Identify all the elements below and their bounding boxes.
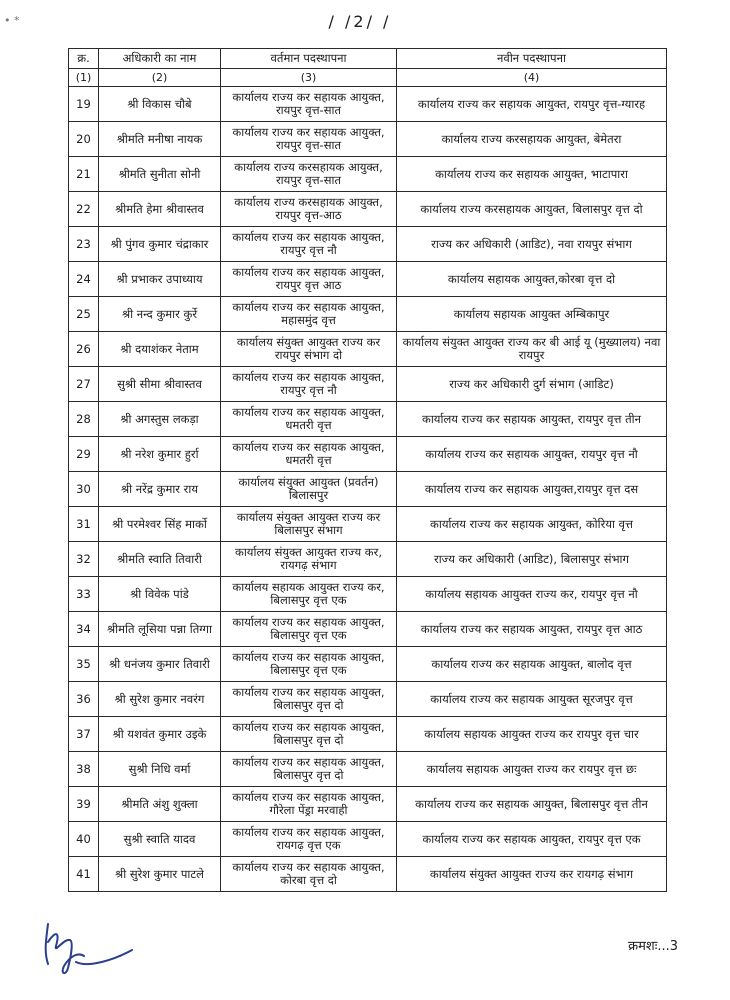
header-new-posting: नवीन पदस्थापना bbox=[397, 49, 667, 69]
table-row bbox=[69, 472, 667, 507]
serial-number-cell: 38 bbox=[69, 752, 99, 787]
officer-name-cell: सुश्री सीमा श्रीवास्तव bbox=[99, 367, 221, 402]
new-posting-cell: कार्यालय राज्य कर सहायक आयुक्त,रायपुर वृत्त दस bbox=[397, 472, 667, 507]
serial-number-cell: 34 bbox=[69, 612, 99, 647]
table-row bbox=[69, 297, 667, 332]
current-posting-cell: कार्यालय राज्य कर सहायक आयुक्त, महासमुंद वृत्त bbox=[221, 297, 397, 332]
current-posting-cell: कार्यालय राज्य कर सहायक आयुक्त, बिलासपुर वृत्त एक bbox=[221, 612, 397, 647]
new-posting-cell: कार्यालय राज्य कर सहायक आयुक्त, रायपुर वृत्त-ग्यारह bbox=[397, 87, 667, 122]
table-row bbox=[69, 437, 667, 472]
current-posting-cell: कार्यालय संयुक्त आयुक्त राज्य कर बिलासपुर संभाग bbox=[221, 507, 397, 542]
new-posting-cell: कार्यालय राज्य करसहायक आयुक्त, बिलासपुर वृत्त दो bbox=[397, 192, 667, 227]
new-posting-cell: कार्यालय राज्य कर सहायक आयुक्त, रायपुर वृत्त तीन bbox=[397, 402, 667, 437]
current-posting-cell: कार्यालय राज्य कर सहायक आयुक्त, कोरबा वृत्त दो bbox=[221, 857, 397, 892]
current-posting-cell: कार्यालय राज्य कर सहायक आयुक्त, बिलासपुर वृत्त एक bbox=[221, 647, 397, 682]
officer-name-cell: श्री सुरेश कुमार पाटले bbox=[99, 857, 221, 892]
new-posting-cell: कार्यालय सहायक आयुक्त राज्य कर, रायपुर वृत्त नौ bbox=[397, 577, 667, 612]
serial-number-cell: 36 bbox=[69, 682, 99, 717]
serial-number-cell: 24 bbox=[69, 262, 99, 297]
officer-name-cell: श्री विकास चौबे bbox=[99, 87, 221, 122]
column-number-row bbox=[69, 69, 667, 87]
serial-number-cell: 37 bbox=[69, 717, 99, 752]
serial-number-cell: 33 bbox=[69, 577, 99, 612]
continued-label: क्रमशः...3 bbox=[628, 939, 678, 954]
serial-number-cell: 21 bbox=[69, 157, 99, 192]
new-posting-cell: कार्यालय सहायक आयुक्त राज्य कर रायपुर वृत्त चार bbox=[397, 717, 667, 752]
officer-name-cell: श्रीमति अंशु शुक्ला bbox=[99, 787, 221, 822]
header-current-posting: वर्तमान पदस्थापना bbox=[221, 49, 397, 69]
officer-name-cell: श्री नरेश कुमार हुर्रा bbox=[99, 437, 221, 472]
new-posting-cell: कार्यालय सहायक आयुक्त अम्बिकापुर bbox=[397, 297, 667, 332]
table-row bbox=[69, 262, 667, 297]
new-posting-cell: राज्य कर अधिकारी (आडिट), नवा रायपुर संभाग bbox=[397, 227, 667, 262]
new-posting-cell: कार्यालय राज्य कर सहायक आयुक्त, रायपुर वृत्त आठ bbox=[397, 612, 667, 647]
current-posting-cell: कार्यालय राज्य कर सहायक आयुक्त, रायपुर वृत्त आठ bbox=[221, 262, 397, 297]
officer-name-cell: सुश्री स्वाति यादव bbox=[99, 822, 221, 857]
table-row bbox=[69, 542, 667, 577]
table-row bbox=[69, 787, 667, 822]
officer-name-cell: श्री धनंजय कुमार तिवारी bbox=[99, 647, 221, 682]
officer-name-cell: सुश्री निधि वर्मा bbox=[99, 752, 221, 787]
table-row bbox=[69, 752, 667, 787]
current-posting-cell: कार्यालय राज्य कर सहायक आयुक्त, रायपुर वृत्त-सात bbox=[221, 87, 397, 122]
officer-name-cell: श्री पुंगव कुमार चंद्राकार bbox=[99, 227, 221, 262]
table-row bbox=[69, 367, 667, 402]
officer-name-cell: श्री यशवंत कुमार उइके bbox=[99, 717, 221, 752]
current-posting-cell: कार्यालय राज्य करसहायक आयुक्त, रायपुर वृत्त-सात bbox=[221, 157, 397, 192]
table-row bbox=[69, 157, 667, 192]
table-row bbox=[69, 402, 667, 437]
current-posting-cell: कार्यालय संयुक्त आयुक्त (प्रवर्तन) बिलासपुर bbox=[221, 472, 397, 507]
new-posting-cell: कार्यालय संयुक्त आयुक्त राज्य कर रायगढ़ संभाग bbox=[397, 857, 667, 892]
current-posting-cell: कार्यालय राज्य कर सहायक आयुक्त, बिलासपुर वृत्त दो bbox=[221, 717, 397, 752]
serial-number-cell: 22 bbox=[69, 192, 99, 227]
current-posting-cell: कार्यालय राज्य कर सहायक आयुक्त, रायगढ़ वृत्त एक bbox=[221, 822, 397, 857]
officer-name-cell: श्री नरेंद्र कुमार राय bbox=[99, 472, 221, 507]
officer-name-cell: श्री दयाशंकर नेताम bbox=[99, 332, 221, 367]
serial-number-cell: 40 bbox=[69, 822, 99, 857]
page-number: / /2/ / bbox=[328, 12, 392, 31]
table-row bbox=[69, 122, 667, 157]
serial-number-cell: 26 bbox=[69, 332, 99, 367]
current-posting-cell: कार्यालय संयुक्त आयुक्त राज्य कर रायपुर संभाग दो bbox=[221, 332, 397, 367]
officer-name-cell: श्रीमति हेमा श्रीवास्तव bbox=[99, 192, 221, 227]
officer-name-cell: श्री प्रभाकर उपाध्याय bbox=[99, 262, 221, 297]
new-posting-cell: कार्यालय सहायक आयुक्त,कोरबा वृत्त दो bbox=[397, 262, 667, 297]
officer-name-cell: श्री नन्द कुमार कुर्रे bbox=[99, 297, 221, 332]
officer-name-cell: श्रीमति सुनीता सोनी bbox=[99, 157, 221, 192]
table-row bbox=[69, 647, 667, 682]
new-posting-cell: कार्यालय संयुक्त आयुक्त राज्य कर बी आई यू (मुख्यालय) नवा रायपुर bbox=[397, 332, 667, 367]
new-posting-cell: कार्यालय राज्य कर सहायक आयुक्त, रायपुर वृत्त एक bbox=[397, 822, 667, 857]
table-row bbox=[69, 227, 667, 262]
column-number: (3) bbox=[221, 69, 397, 87]
header-officer-name: अधिकारी का नाम bbox=[99, 49, 221, 69]
table-row bbox=[69, 507, 667, 542]
serial-number-cell: 25 bbox=[69, 297, 99, 332]
current-posting-cell: कार्यालय राज्य कर सहायक आयुक्त, बिलासपुर वृत्त दो bbox=[221, 752, 397, 787]
new-posting-cell: कार्यालय राज्य करसहायक आयुक्त, बेमेतरा bbox=[397, 122, 667, 157]
serial-number-cell: 41 bbox=[69, 857, 99, 892]
table-row bbox=[69, 332, 667, 367]
current-posting-cell: कार्यालय राज्य कर सहायक आयुक्त, धमतरी वृत्त bbox=[221, 402, 397, 437]
serial-number-cell: 30 bbox=[69, 472, 99, 507]
serial-number-cell: 23 bbox=[69, 227, 99, 262]
table-row bbox=[69, 87, 667, 122]
serial-number-cell: 19 bbox=[69, 87, 99, 122]
officer-name-cell: श्रीमति लूसिया पन्ना तिग्गा bbox=[99, 612, 221, 647]
serial-number-cell: 35 bbox=[69, 647, 99, 682]
serial-number-cell: 28 bbox=[69, 402, 99, 437]
new-posting-cell: कार्यालय राज्य कर सहायक आयुक्त सूरजपुर वृत्त bbox=[397, 682, 667, 717]
table-header-row bbox=[69, 49, 667, 69]
table-row bbox=[69, 682, 667, 717]
new-posting-cell: कार्यालय राज्य कर सहायक आयुक्त, भाटापारा bbox=[397, 157, 667, 192]
current-posting-cell: कार्यालय राज्य कर सहायक आयुक्त, बिलासपुर वृत्त दो bbox=[221, 682, 397, 717]
table-row bbox=[69, 577, 667, 612]
current-posting-cell: कार्यालय राज्य करसहायक आयुक्त, रायपुर वृत्त-आठ bbox=[221, 192, 397, 227]
current-posting-cell: कार्यालय राज्य कर सहायक आयुक्त, रायपुर वृत्त-सात bbox=[221, 122, 397, 157]
new-posting-cell: राज्य कर अधिकारी (आडिट), बिलासपुर संभाग bbox=[397, 542, 667, 577]
new-posting-cell: कार्यालय राज्य कर सहायक आयुक्त, बालोद वृत्त bbox=[397, 647, 667, 682]
current-posting-cell: कार्यालय राज्य कर सहायक आयुक्त, रायपुर वृत्त नौ bbox=[221, 367, 397, 402]
officer-name-cell: श्री परमेश्वर सिंह मार्को bbox=[99, 507, 221, 542]
table-row bbox=[69, 612, 667, 647]
serial-number-cell: 29 bbox=[69, 437, 99, 472]
header-serial: क्र. bbox=[69, 49, 99, 69]
table-row bbox=[69, 192, 667, 227]
officer-name-cell: श्रीमति स्वाति तिवारी bbox=[99, 542, 221, 577]
serial-number-cell: 31 bbox=[69, 507, 99, 542]
table-row bbox=[69, 822, 667, 857]
current-posting-cell: कार्यालय राज्य कर सहायक आयुक्त, धमतरी वृत्त bbox=[221, 437, 397, 472]
new-posting-cell: राज्य कर अधिकारी दुर्ग संभाग (आडिट) bbox=[397, 367, 667, 402]
serial-number-cell: 27 bbox=[69, 367, 99, 402]
new-posting-cell: कार्यालय राज्य कर सहायक आयुक्त, बिलासपुर वृत्त तीन bbox=[397, 787, 667, 822]
officer-name-cell: श्री सुरेश कुमार नवरंग bbox=[99, 682, 221, 717]
new-posting-cell: कार्यालय राज्य कर सहायक आयुक्त, कोरिया वृत्त bbox=[397, 507, 667, 542]
corner-mark: • * bbox=[4, 14, 20, 27]
column-number: (4) bbox=[397, 69, 667, 87]
officer-name-cell: श्री विवेक पांडे bbox=[99, 577, 221, 612]
officer-name-cell: श्री अगस्तुस लकड़ा bbox=[99, 402, 221, 437]
column-number: (2) bbox=[99, 69, 221, 87]
new-posting-cell: कार्यालय राज्य कर सहायक आयुक्त, रायपुर वृत्त नौ bbox=[397, 437, 667, 472]
serial-number-cell: 32 bbox=[69, 542, 99, 577]
current-posting-cell: कार्यालय राज्य कर सहायक आयुक्त, गौरेला पेंड्रा मरवाही bbox=[221, 787, 397, 822]
new-posting-cell: कार्यालय सहायक आयुक्त राज्य कर रायपुर वृत्त छः bbox=[397, 752, 667, 787]
current-posting-cell: कार्यालय राज्य कर सहायक आयुक्त, रायपुर वृत्त नौ bbox=[221, 227, 397, 262]
officer-name-cell: श्रीमति मनीषा नायक bbox=[99, 122, 221, 157]
table-row bbox=[69, 717, 667, 752]
transfer-table bbox=[68, 48, 667, 892]
signature bbox=[30, 902, 160, 982]
column-number: (1) bbox=[69, 69, 99, 87]
serial-number-cell: 39 bbox=[69, 787, 99, 822]
current-posting-cell: कार्यालय संयुक्त आयुक्त राज्य कर, रायगढ़ संभाग bbox=[221, 542, 397, 577]
table-row bbox=[69, 857, 667, 892]
serial-number-cell: 20 bbox=[69, 122, 99, 157]
current-posting-cell: कार्यालय सहायक आयुक्त राज्य कर, बिलासपुर वृत्त एक bbox=[221, 577, 397, 612]
